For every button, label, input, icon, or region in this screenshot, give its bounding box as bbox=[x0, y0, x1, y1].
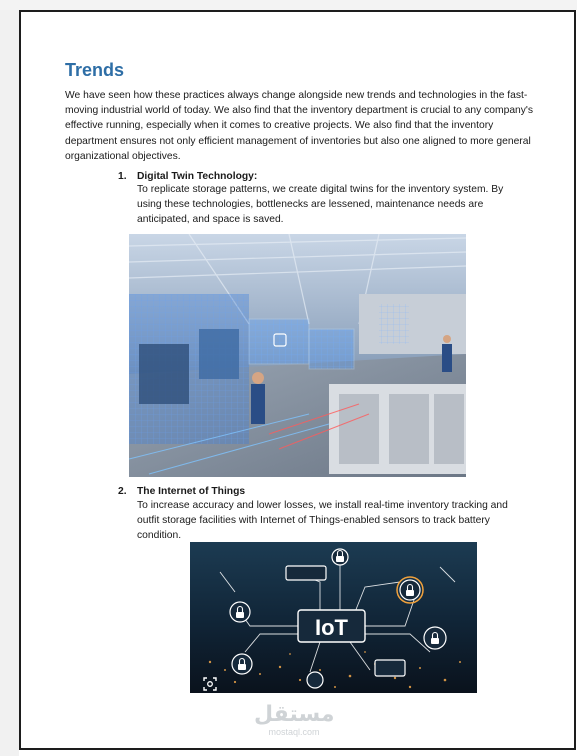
digital-twin-factory-image bbox=[129, 234, 466, 477]
intro-paragraph: We have seen how these practices always change alongside new trends and technologies in the fast-moving industrial world of today. We also find that the inventory department is crucial to any company's effective running, especially when it comes to creative projects. We also find that the inventory department ensures not only efficient management of inventories but also one aligned to more general organizational objectives. bbox=[65, 90, 534, 162]
list-body-iot: To increase accuracy and lower losses, we install real-time inventory tracking and outfit storage facilities with Internet of Things-enabled sensors to track battery condition. bbox=[137, 500, 508, 542]
list-title-iot: The Internet of Things bbox=[137, 486, 246, 497]
mostaql-watermark bbox=[254, 703, 334, 737]
list-title-digital-twin: Digital Twin Technology: bbox=[137, 171, 258, 182]
viewer-left-margin bbox=[0, 10, 19, 756]
viewer-top-strip bbox=[0, 0, 577, 10]
visual-search-icon[interactable] bbox=[203, 677, 217, 691]
list-body-digital-twin: To replicate storage patterns, we create digital twins for the inventory system. By using these technologies, bottlenecks are lessened, maintenance needs are anticipated, and space is saved. bbox=[137, 184, 504, 226]
iot-label: IoT bbox=[315, 615, 348, 640]
iot-illustration bbox=[190, 542, 477, 693]
iot-network-image bbox=[190, 542, 477, 693]
page-heading: Trends bbox=[65, 60, 125, 80]
watermark-logo-text: مستقل bbox=[254, 702, 335, 727]
list-number-2: 2. bbox=[118, 486, 127, 497]
list-number-1: 1. bbox=[118, 171, 127, 182]
factory-illustration bbox=[129, 234, 466, 477]
watermark-url: mostaql.com bbox=[268, 727, 320, 737]
